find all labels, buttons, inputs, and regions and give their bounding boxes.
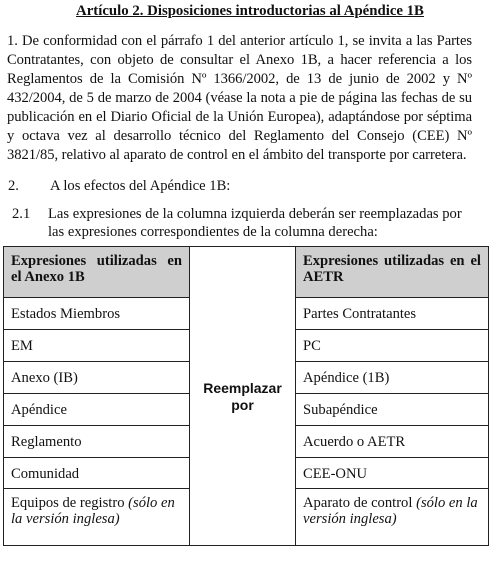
right-cell [296, 489, 489, 546]
left-cell: Reglamento [4, 425, 190, 457]
left-cell: Anexo (IB) [4, 362, 190, 394]
paragraph-2-text: A los efectos del Apéndice 1B: [50, 178, 231, 194]
left-cell: EM [4, 330, 190, 362]
left-cell [4, 489, 190, 546]
right-cell: Subapéndice [296, 393, 489, 425]
left-cell: Comunidad [4, 457, 190, 489]
replace-label-line2: por [231, 396, 254, 413]
expressions-table [3, 246, 489, 546]
paragraph-2-1-text-line1: Las expresiones de la columna izquierda deberán ser reemplazadas por [48, 206, 462, 222]
left-cell: Apéndice [4, 393, 190, 425]
table-header-row [4, 247, 489, 298]
paragraph-2-number: 2. [8, 178, 19, 194]
right-cell: PC [296, 330, 489, 362]
left-column-header: Expresiones utilizadas en el Anexo 1B [4, 247, 190, 298]
right-cell: Partes Contratantes [296, 298, 489, 330]
left-cell: Estados Miembros [4, 298, 190, 330]
right-cell: CEE-ONU [296, 457, 489, 489]
paragraph-2-1 [12, 206, 472, 241]
article-title: Artículo 2. Disposiciones introductorias al Apéndice 1B [76, 3, 424, 19]
replace-by-label [190, 247, 296, 546]
replace-label-line1: Reemplazar [203, 379, 282, 396]
right-cell: Acuerdo o AETR [296, 425, 489, 457]
left-cell-text: Equipos de registro [11, 495, 125, 512]
paragraph-2-1-text-line2: las expresiones correspondientes de la columna derecha: [48, 223, 378, 240]
left-cell-note: (sólo en la versión inglesa) [11, 495, 175, 528]
right-cell: Apéndice (1B) [296, 362, 489, 394]
right-cell-text: Aparato de control [303, 495, 413, 512]
paragraph-1: 1. De conformidad con el párrafo 1 del anterior artículo 1, se invita a las Partes Contratantes, con objeto de consultar el Anexo 1B, a hacer referencia a los Reglamentos de la Comisión Nº 1366/2002, de 13 de junio de 2002 y Nº 432/2004, de 5 de marzo de 2004 (véase la nota a pie de página las fechas de su publicación en el Diario Oficial de la Unión Europea), adaptándose por séptima y octava vez al desarrollo técnico del Reglamento del Consejo (CEE) Nº 3821/85, relativo al aparato de control en el ámbito del transporte por carretera. [7, 33, 472, 163]
right-column-header: Expresiones utilizadas en el AETR [296, 247, 489, 298]
paragraph-2-1-number: 2.1 [12, 206, 31, 222]
paragraph-2 [8, 178, 230, 195]
right-cell-note: (sólo en la versión inglesa) [303, 495, 478, 528]
